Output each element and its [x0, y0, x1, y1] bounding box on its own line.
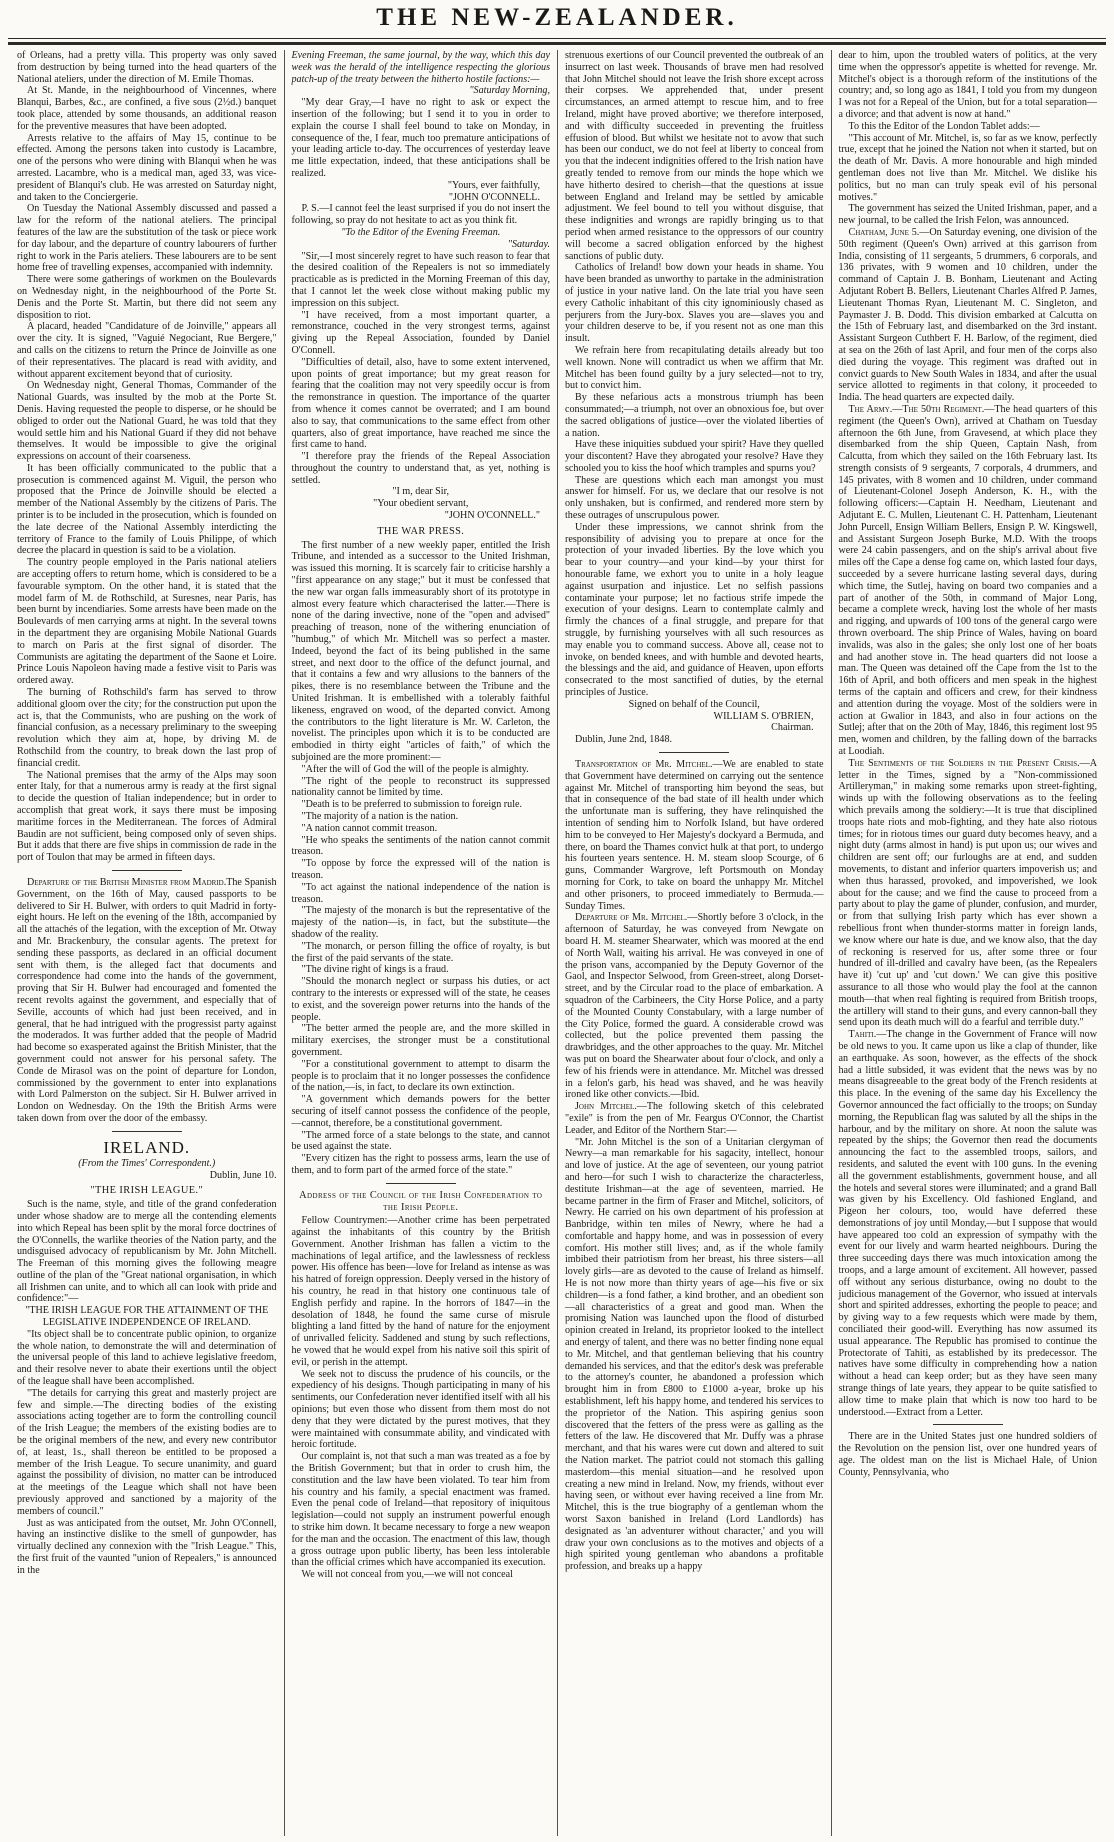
paragraph: "The details for carrying this great and masterly project are few and simple.—The directing bodies of the existing associations acting together are to form the controlling council of the Irish League; the members of the existing bodies are to be the original members of the new, and every new contributor of, at least, 1s., shall thereon be entitled to be proposed a member of the Irish League. To secure unanimity, and guard against the possibility of division, no matter can be introduced at the meetings of the League which shall not have been previously approved and sanctioned by a majority of the members of council."	[17, 1387, 277, 1517]
article-heading: THE WAR PRESS.	[377, 525, 465, 537]
paragraph: P. S.—I cannot feel the least surprised if you do not insert the following, so pray do not hesitate to act as you think fit.	[291, 203, 550, 227]
paragraph: Have these iniquities subdued your spirit? Have they quelled your discontent? Have they abrogated your resolve? Have they schooled you to kiss the hoof which tramples and spurns you?	[565, 439, 824, 474]
paragraph: It has been officially communicated to the public that a prosecution is commenced against M. Viguil, the person who proposed that the Prince de Joinville should be elected a member of the National Assembly by the citizens of Paris. The printer is to be included in the prosecution, which is founded on the late decree of the National Assembly interdicting the territory of France to the family of Louis Philippe, of which decree the placard in question is said to be a violation.	[17, 462, 277, 557]
paragraph: "I have received, from a most important quarter, a remonstrance, couched in the very strongest terms, against giving up the Repeal Association, founded by Daniel O'Connell.	[291, 309, 550, 356]
paragraph: "Its object shall be to concentrate public opinion, to organize the whole nation, to demonstrate the will and determination of the universal people of this land to achieve legislative freedom, and their resolve never to abate their exertions until the object of the league shall have been accomplished.	[17, 1328, 277, 1388]
paragraph: The first number of a new weekly paper, entitled the Irish Tribune, and intended as a successor to the United Irishman, was issued this morning. It is scarcely fair to criticise harshly a "first appearance on any stage;" but it must be confessed that the new war organ falls immeasurably short of its prototype in almost every feature which characterised the latter.—There is none of the daring invective, none of the "open and advised" preaching of treason, none of the withering enunciation of "humbug," of which Mr. Mitchell was so perfect a master. Indeed, beyond the fact of its being published in the same street, and next door to the office of the defunct journal, and that it contains a few and wry allusions to the banners of the pikes, there is no resemblance between the Tribune and the United Irishman. It is embellished with a tolerably faithful likeness, engraved on wood, of the departed convict. Among the contributors to the light literature is Mr. W. Carleton, the novelist. The principles upon which it is to be conducted are embodied in thirty eight "articles of faith," of which the subjoined are the more prominent:—	[291, 539, 550, 764]
paragraph: "My dear Gray,—I have no right to ask or expect the insertion of the following; but I send it to you in order to explain the course I shall feel bound to take on Monday, in consequence of the, I fear, much too premature anticipations of your leading article to-day. The occurrences of yesterday leave me little expectation, indeed, that these anticipations shall be realized.	[291, 97, 550, 179]
paragraph: On Wednesday night, General Thomas, Commander of the National Guards, was insulted by the mob at the Porte St. Denis. Having requested the people to disperse, or he should be obliged to order out the National Guard, he was told that they would settle him and his National Guard if they did not behave themselves. It would be impossible to give the original expressions on account of their coarseness.	[17, 380, 277, 463]
paragraph: Under these impressions, we cannot shrink from the responsibility of advising you to prepare at once for the protection of your invaded liberties. By the love which you bear to your country—and your kind—by your thirst for honourable fame, we exhort you to unite in a holy league against usurpation and injustice. Let no selfish passions contaminate your purpose; let no factious strife impede the execution of your designs. Learn to contemplate calmly and firmly the chances of a final struggle, and prepare for that struggle, by furnishing yourselves with all such resources as may enable you to command success. Above all, cease not to invoke, on bended knees, and with humble and devoted hearts, the blessings and the aid, and guidance of Heaven, upon efforts consecrated to the most sanctified of duties, by the eternal principles of Justice.	[565, 521, 824, 699]
paragraph: The burning of Rothschild's farm has served to throw additional gloom over the city; for the construction put upon the act is, that the Communists, who are pushing on the work of financial confusion, as a necessary preliminary to the sweeping revolution which they aim at, hope, by driving M. de Rothschild from the country, to break down the last prop of financial credit.	[17, 687, 277, 769]
paragraph: At St. Mande, in the neighbourhood of Vincennes, where Blanqui, Barbes, &c., are confined, a five sous (2½d.) banquet took place, attended by some thousands, an additional reason for the preventive measures that have been adopted.	[17, 85, 277, 132]
paragraph: "The better armed the people are, and the more skilled in military exercises, the stronger must be a constitutional government.	[291, 1023, 550, 1058]
paragraph: "He who speaks the sentiments of the nation cannot commit treason.	[291, 834, 550, 858]
dateline: Dublin, June 2nd, 1848.	[575, 734, 673, 746]
column-2	[284, 50, 558, 1836]
paragraph: The government has seized the United Irishman, paper, and a new journal, to be called the Irish Felon, was announced.	[838, 203, 1097, 227]
paragraph: "For a constitutional government to attempt to disarm the people is to proclaim that it no longer possesses the confidence of the nation,—is, in fact, to declare its own extinction.	[291, 1058, 550, 1094]
paragraph: Evening Freeman, the same journal, by the way, which this day week was the herald of the intelligence respecting the glorious patch-up of the treaty between the hitherto hostile factions:—	[291, 50, 550, 85]
paragraph: We will not conceal from you,—we will not conceal	[301, 1569, 513, 1581]
paragraph: "The monarch, or person filling the office of royalty, is but the first of the paid servants of the state.	[291, 940, 550, 964]
masthead-rule	[8, 38, 1106, 39]
article-body: —The following sketch of this celebrated "exile" is from the pen of Mr. Feargus O'Connor, the Chartist Leader, and Editor of the Northern Star:—	[565, 1101, 824, 1136]
letter-closing: "I m, dear Sir,	[392, 486, 450, 498]
article-title: The Army.—The 50th Regiment.	[848, 403, 985, 415]
letter-signature: "JOHN O'CONNELL."	[444, 510, 540, 522]
paragraph: "To act against the national independence of the nation is treason.	[291, 881, 550, 905]
paragraph: A placard, headed "Candidature of de Joinville," appears all over the city. It is signed, "Vaguié Negociant, Rue Bergere," and calls on the citizens to return the Prince de Joinville as one of their representatives. The placard is read with avidity, and without apparent excitement beyond that of curiosity.	[17, 321, 277, 380]
paragraph: The country people employed in the Paris national ateliers are accepting offers to return home, which is considered to be a favourable symptom. On the other hand, it is stated that the model farm of M. de Rothschild, at Suresnes, near Paris, has been burnt by incendiaries. Some arrests have been made on the Boulevards of men carrying arms at night. In the several towns in the department they are organising Mobile National Guards to march on Paris at the first signal of disorder. The Communists are agitating the department of the Saone et Loire. Prince Louis Napoleon having made a festive visit to Paris was ordered away.	[17, 557, 277, 687]
separator	[112, 870, 182, 871]
separator	[386, 1183, 456, 1184]
paragraph: "Sir,—I most sincerely regret to have such reason to fear that the desired coalition of the Repealers is not so immediately practicable as is predicted in the Morning Freeman of this day, that I cannot let the week close without making public my impression on this subject.	[291, 250, 550, 309]
paragraph: of Orleans, had a pretty villa. This property was only saved from destruction by being turned into the head quarters of the National ateliers, under the direction of M. Emile Thomas.	[17, 50, 277, 85]
article-title: Departure of the British Minister from Madrid.	[27, 876, 227, 888]
paragraph: Arrests relative to the affairs of May 15, continue to be effected. Among the persons taken into custody is Lacambre, one of the persons who were dining with Blanqui when he was arrested. Lacambre, who is a medical man, aged 33, was vice-president of Blanqui's club. He was arrested on Saturday night, and taken to the Conciergerie.	[17, 132, 277, 203]
paragraph: "Should the monarch neglect or surpass his duties, or act contrary to the interests or expressed will of the state, he ceases to exist, and the sovereign power returns into the hands of the people.	[291, 976, 550, 1023]
separator	[659, 752, 729, 753]
article-body: —The change in the Government of France will now be old news to you. It came upon us like a clap of thunder, like an earthquake. As soon, however, as the effects of the shock had a little subsided, it was evident that the news was by no means disagreeable to the great body of the French residents at this place. In the evening of the same day his Excellency the Governor announced the fact officially to the troops; on Sunday morning, the Republican flag was saluted by all the ships in the harbour, and by the military on shore. At noon the salute was repeated by the ships; the Governor then read the documents announcing the fact to the assembled troops, sailors, and residents, and saluted the event with 100 guns. In the evening all the government establishments, government house, and all the hotels and several stores were illuminated; and a grand Ball was given by his Excellency. Old fashioned England, and Pigeon her colours, too, would have deferred these demonstrations of joy until Monday,—but I suppose that would have appeared too cold an expression of sympathy with the event for our lively and warm hearted neighbours. During the three succeeding days there was much intoxication among the troops, and a large amount of excitement. All however, passed off without any serious disturbance, owing no doubt to the judicious management of the Governor, who issued at intervals short and spirited addresses, exhorting the people to peace; and by giving way to a few requests which were made by them, conciliated their good-will. Everything has now assumed its usual appearance. The Republic has promised to continue the Protectorate of Tahiti, as established by its predecessor. The natives have some difficulty in comprehending how a nation without a head can keep order; but as they have seen many strange things of late years, they appear to be quite satisfied to allow time to make plain that which is now too hard to be understood.—Extract from a Letter.	[838, 1029, 1097, 1418]
paragraph: These are questions which each man amongst you must answer for himself. For us, we declare that our resolve is not only unshaken, but is confirmed, and rendered more stern by these outrages of unscrupulous power.	[565, 474, 824, 522]
paragraph: "The armed force of a state belongs to the state, and cannot be used against the state.	[291, 1129, 550, 1153]
dateline: Dublin, June 10.	[209, 1169, 277, 1181]
letter-signature: "JOHN O'CONNELL.	[448, 191, 540, 203]
column-3	[557, 50, 831, 1836]
article-title: Departure of Mr. Mitchel.	[575, 912, 688, 924]
signature-line: Signed on behalf of the Council,	[628, 698, 760, 710]
article	[565, 759, 824, 912]
separator	[933, 1424, 1003, 1425]
paragraph: "To oppose by force the expressed will of the nation is treason.	[291, 858, 550, 881]
article-title: Tahiti.	[848, 1029, 877, 1041]
paragraph: "I therefore pray the friends of the Repeal Association throughout the country to understand that, as yet, nothing is settled.	[291, 451, 550, 486]
paragraph: "The divine right of kings is a fraud.	[301, 964, 449, 976]
paragraph: "This account of Mr. Mitchel, is, so far as we know, perfectly true, except that he joined the Nation not when it started, but on the death of Mr. Davis. A more honourable and high minded gentleman does not live than Mr. Mitchel. We dislike his politics, but no man can truly speak evil of his personal motives."	[838, 132, 1097, 203]
letter-dateline: "Saturday Morning,	[469, 85, 550, 97]
article-body: —Shortly before 3 o'clock, in the afternoon of Saturday, he was conveyed from Newgate on board H. M. steamer Shearwater, which was moored at the end of North Wall, waiting his arrival. He was conveyed in one of the prison vans, accompanied by the Deputy Governor of the Gaol, and Inspector Selwood, from Green-street, along Dorset-street, and by the Circular road to the place of embarkation. A squadron of the Carbineers, the City Horse Police, and a party of the Mounted County Constabulary, with a large number of the City Police, formed the guard. A considerable crowd was collected, but the police prevented them passing the drawbridges, and the other approaches to the quay. Mr. Mitchel was put on board the Shearwater about four o'clock, and only a few of his friends were in attendance. Mr. Mitchel was dressed in a felon's garb, his head was shaved, and he was heavily ironed like other convicts.—Ibid.	[565, 912, 824, 1101]
paragraph: There are in the United States just one hundred soldiers of the Revolution on the pension list, over one hundred years of age. The oldest man on the list is Michael Hale, of Union County, Pennsylvania, who	[838, 1431, 1097, 1478]
paragraph: "Every citizen has the right to possess arms, learn the use of them, and to form part of the armed force of the state."	[291, 1153, 550, 1176]
signature-name: WILLIAM S. O'BRIEN,	[713, 710, 814, 722]
column-1	[10, 50, 284, 1836]
paragraph: "After the will of God the will of the people is almighty.	[301, 763, 529, 775]
paragraph: The National premises that the army of the Alps may soon enter Italy, for that a numerous army is ready at the first signal to decide the question of Italian independence; but in order to accomplish that great work, it says there must be imposing maritime forces in the Mediterranean. The forces of Admiral Baudin are not sufficient, being composed only of seven ships. But it adds that there are five ships in commission de rade in the port of Toulon that may be armed in fifteen days.	[17, 769, 277, 864]
page-columns	[10, 50, 1104, 1836]
article	[839, 758, 1098, 1029]
paragraph: "Mr. John Mitchel is the son of a Unitarian clergyman of Newry—a man remarkable for his sagacity, intellect, honour and love of justice. At the age of seventeen, our young patriot and hero—for such I wish to characterize the characterless, destitute Irishman—at the age of seventeen, married. He became partner in the firm of Fraser and Mitchel, solicitors, of Newry. He carried on his own department of his profession at Banbridge, within ten miles of Newry, where he had a comfortable and happy home, and was in possession of every comfort. His mother still lives; and, as if the whole family imbibed their patriotism from her breast, his three sisters—all lovely girls—are as devoted to the cause of Ireland as himself. He is not now more than thirty years of age—his five or six children—is a fond father, a kind brother, and an obedient son—all characteristics of a great and good man. When the promising Nation was launched upon the flood of disturbed opinion created in Ireland, its proprietor looked to the intellect and energy of talent, and there was no better finding none equal to Mr. Mitchel, and that gentleman believing that his country demanded his services, and that the editor's desk was preferable to the attorney's counter, he abandoned a profession which brought him in from £800 to £1000 a-year, broke up his establishment, left his happy home, and tendered his services to the proprietor of the Nation. This aspiring genius soon discovered that the fetters of the press were as galling as the fetters of the law. He discovered that Mr. Duffy was a phrase merchant, and that his wares were cut down and altered to suit the Nation market. The patriot could not stomach this galling masterdom—this menial situation—and he resolved upon creating a new mind in Ireland. Now, my friends, without ever having seen, or without ever having received a line from Mr. Mitchel, this is the true biography of a gentleman whom the worst Saxon banished in Ireland (Lord Landlords) has designated as 'an adventurer without character,' and you will draw your own conclusions as to the motives and objects of a high spirited young gentleman who abandons a profitable profession, and breaks up a happy	[565, 1136, 824, 1573]
article-body: —We are enabled to state that Government have determined on carrying out the sentence against Mr. Mitchel of transporting him beyond the seas, but that in consequence of the bad state of ill health under which the unfortunate man is suffering, they have relinquished the intention of sending him to Norfolk Island, but have ordered him to be conveyed to Her Majesty's dockyard a Bermuda, and there, on board the Thames convict hulk at that port, to undergo his fourteen years sentence. H. M. steam sloop Scourge, of 6 guns, Commander Wargrove, left Portsmouth on Monday morning for Cork, to take on board the unhappy Mr. Mitchel and other prisoners, to proceed immediately to Bermuda.—Sunday Times.	[565, 759, 824, 912]
paragraph: We seek not to discuss the prudence of his councils, or the expediency of his designs. Though participating in many of his sentiments, our Confederation never identified itself with all his opinions; but even those who dissent from them most do not deny that they were dictated by the purest motives, that they were maintained with consummate ability, and vindicated with heroic fortitude.	[291, 1368, 550, 1451]
article-heading: "THE IRISH LEAGUE."	[90, 1185, 204, 1197]
masthead: THE NEW-ZEALANDER.	[376, 4, 738, 31]
section-heading-ireland: IRELAND.	[103, 1137, 191, 1157]
article-body: The Spanish Government, on the 16th of May, caused passports to be delivered to Sir H. Bulwer, with orders to quit Madrid in forty-eight hours. He left on the evening of the 18th, accompanied by all the attachés of the legation, with the exception of Mr. Otway and Mr. Brackenbury, the consular agents. The pretext for sending these passports, as declared in an official document sent with them, is the alleged fact that documents and correspondence had come into the hands of the government, proving that Sir H. Bulwer had encouraged and fomented the recent revolts against the government, and especially that of Seville, accounts of which had just been received, and in general, that he had intrigued with the progressist party against the moderados. It was further added that the people of Madrid had become so exasperated against the British Minister, that the government could not answer for his personal safety. The Conde de Mirasol was on the point of departure for London, commissioned by the government to enter into explanations with Lord Palmerston on the subject. Sir H. Bulwer arrived in London on Wednesday. On the 19th the British Arms were taken down from over the door of the embassy.	[17, 876, 277, 1124]
article-heading: Address of the Council of the Irish Confederation to the Irish People.	[299, 1189, 543, 1213]
paragraph: "Death is to be preferred to submission to foreign rule.	[301, 799, 523, 811]
article-title: Transportation of Mr. Mitchel.	[575, 759, 713, 771]
paragraph: We refrain here from recapitulating details already but too well known. None will contradict us when we affirm that Mr. Mitchel has been found guilty by a jury selected—not to try, but to convict him.	[565, 344, 824, 392]
letter-heading: "To the Editor of the Evening Freeman.	[341, 226, 501, 238]
paragraph: "THE IRISH LEAGUE FOR THE ATTAINMENT OF THE LEGISLATIVE INDEPENDENCE OF IRELAND.	[25, 1305, 269, 1329]
paragraph: There were some gatherings of workmen on the Boulevards on Wednesday night, in the neighbourhood of the Porte St. Denis and the Porte St. Martin, but there did not seem any disposition to riot.	[17, 274, 277, 321]
letter-dateline: "Saturday.	[507, 238, 550, 250]
letter-closing: "Yours, ever faithfully,	[447, 179, 540, 191]
masthead-rule-thick	[8, 42, 1106, 45]
article-title: Chatham, June 5.	[848, 226, 920, 238]
article-body: —A letter in the Times, signed by a "Non-commissioned Artilleryman," in making some remarks upon street-fighting, winds up with the following observations as to the feeling which prevails among the soldiery:—It is true that disciplined troops hate riots and mob-fighting, and they hate also riotous times; for in riotous times our guard duty becomes heavy, and a night duty (arms almost in hand) is put upon us; our wives and children are sent off; our furloughs are at end, and sudden movements, to distant and inferior quarters impoverish us; and when thus harassed, provoked, and impoverished, we look about for the cause; and we find the cause to proceed from a party about to play the game of plunder, confusion, and murder, or from that sullying Irish party which has ever shown a rebellious front when thunder-storms matter in foreign lands, we know where our hate is due, and we know also, that the day of reckoning is reserved for us, after some three or four hundred of ill-drilled and cavalry have been, (as the Repealers have it) 'cut up' and 'cut down.' We can give this positive assurance to all those who would play the fool at the cannon mouth—that when real fighting is required from British troops, the artillery will stand to their guns, and every cannon-ball they send upon its death much will do a fearful and terrible duty."	[838, 757, 1097, 1029]
article	[565, 912, 824, 1101]
paragraph: To this the Editor of the London Tablet adds:—	[848, 120, 1040, 132]
article	[17, 877, 277, 1125]
article	[565, 1101, 824, 1136]
article-title: John Mitchel.	[575, 1101, 637, 1113]
article	[839, 404, 1098, 758]
column-4	[831, 50, 1105, 1836]
section-subheading: (From the Times' Correspondent.)	[78, 1157, 216, 1169]
paragraph: Fellow Countrymen:—Another crime has been perpetrated against the inhabitants of this country by the British Government. Another Irishman has fallen a victim to the machinations of legal artifice, and the lawlessness of reckless power. His offence has been—love for Ireland as intense as was his hatred of foreign oppression. Deeply versed in the history of his country, he read in that history one continuous tale of English perfidy and rapine. In the horrors of 1847—in the desolation of 1848, he found the same curse of misrule blighting a land fitted by the hand of nature for the enjoyment of unrivalled felicity. Saddened and stung by such reflections, he vowed that he would expel from his native soil this spirit of evil, or perish in the attempt.	[291, 1215, 550, 1368]
paragraph: "The majesty of the monarch is but the representative of the majesty of the nation—is, in fact, but the substitute—the shadow of the reality.	[291, 905, 550, 940]
separator	[112, 1131, 182, 1132]
letter-closing: "Your obedient servant,	[373, 498, 469, 510]
paragraph: dear to him, upon the troubled waters of politics, at the very time when the oppressor's appetite is whetted for revenge. Mr. Mitchel's object is a thorough reform of the institutions of the country; and, so long ago as 1841, I told you from my dungeon I was not for a Repeal of the Union, but for a total separation—a divorce; and that advent is now at hand."	[838, 50, 1097, 120]
paragraph: Our complaint is, not that such a man was treated as a foe by the British Government; but that in order to crush him, the constitution and the law have been violated. To tear him from his country and his family, a special enactment was framed. Even the penal code of Ireland—that repository of iniquitous legislation—could not supply an instrument powerful enough to strike him down. It became necessary to forge a new weapon for the man and the occasion. The enactment of this law, though a gross outrage upon public liberty, has been less intolerable than the official crimes which have accompanied its execution.	[291, 1451, 550, 1569]
signature-title: Chairman.	[771, 722, 814, 734]
paragraph: "A government which demands powers for the better securing of itself cannot possess the confidence of the people,—cannot, therefore, be a constitutional government.	[291, 1094, 550, 1129]
paragraph: Catholics of Ireland! bow down your heads in shame. You have been branded as unworthy to partake in the administration of justice in your native land. On the late trial you have seen every Catholic inhabitant of this city ignominiously chased as perjurers from the Jury-box. Slaves you are—slaves you and your children deserve to be, if you resent not as one man this insult.	[565, 262, 824, 345]
paragraph: "The majority of a nation is the nation.	[301, 811, 459, 822]
paragraph: "Difficulties of detail, also, have to some extent intervened, upon points of great importance; but my great reason for fearing that the coalition may not very speedily occur is from the remonstrance in question. The importance of the quarter from whence it comes cannot be overrated; and I am bound also to say, that communications to the same effect from other quarters, also of great importance, have reached me since the first came to hand.	[291, 356, 550, 451]
paragraph: strenuous exertions of our Council prevented the outbreak of an insurrect on last week. Thousands of brave men had resolved that John Mitchel should not leave the Irish shore except across their corpses. We apprehended that, under present circumstances, an armed attempt to rescue him, and to free Ireland, might have proved abortive; we therefore interposed, and with difficulty succeeded in preventing the fruitless effusion of blood. But whilst we hesitate not to avow that such has been our conduct, we do not feel at liberty to conceal from you that the indecent indignities offered to the Irish nation have greatly tended to remove from our minds the hope which we have hitherto desired to cherish—that the questions at issue between England and Ireland may be settled by amicable adjustment. We feel bound to tell you without disguise, that these indignities and wrongs are rapidly bringing us to that period when armed resistance to the oppressors of our country will become a sacred obligation enforced by the highest sanctions of public duty.	[565, 50, 824, 262]
paragraph: "The right of the people to reconstruct its suppressed nationality cannot be limited by time.	[291, 775, 550, 799]
article-body: —The head quarters of this regiment (the Queen's Own), arrived at Chatham on Tuesday afternoon the 6th June, from Gravesend, at which place they disembarked from the ship Queen, Captain Nash, from Calcutta, from which they sailed on the 16th February last. Its strength consists of 9 sergeants, 7 corporals, 4 drummers, and 145 privates, with 8 women and 10 children, under command of Lieutenant-Colonel Joseph Anderson, K. H., with the following officers:—Captain H. Needham, Lieutenant and Adjutant E. C. Mullen, Lieutenant C. H. Pattenham, Lieutenant John Purcell, Ensign William Bellers, Ensign P. W. Kingswell, and Assistant Surgeon Joseph Burke, M.D. With the troops were 24 cabin passengers, and on the ship's arrival about five miles off the Cape a dense fog came on, which lasted four days, succeeded by a severe hurricane lasting several days, during which time, the Sutlej, having on board two companies and a part of another of the 50th, in command of Major Long, became a complete wreck, having lost the whole of her masts and rigging, and upwards of 100 tons of the general cargo were thrown overboard. The ship Prince of Wales, having on board invalids, was also in the gales; she only lost one of her boats and had another stove in. The head quarters did not loose a man. The Queen was detained off the Cape from the 1st to the 16th of April, and both officers and men speak in the highest terms of the captain and officers and crew, for their kindness and attention during the voyage. Most of the soldiers were in action at Gwalior in 1843, and also in four actions on the Sutlej; after that on the 20th of May, 1846, this regiment lost 95 men, women and children, by the falling down of the barracks at Loodiah.	[838, 403, 1097, 758]
article	[839, 1029, 1098, 1418]
article	[839, 227, 1098, 404]
paragraph: Such is the name, style, and title of the grand confederation under whose shadow are to merge all the contending elements into which Repeal has been split by the moral force doctrines of the O'Connells, the warlike theories of the Nation party, and the undisguised advocacy of republicanism by Mr. John Mitchell. The Freeman of this morning gives the following meagre outline of the plan of the "Great national organisation, in which all Irishmen can unite, and to which all can look with pride and confidence:"—	[17, 1199, 277, 1305]
article-body: —On Saturday evening, one division of the 50th regiment (Queen's Own) arrived at this garrison from India, consisting of 11 sergeants, 5 drummers, 6 corporals, and 136 privates, with 9 women and 10 children, under the command of Captain J. B. Bonham, Lieutenant and Acting Adjutant Robert B. Bellers, Lieutenant Charles Alfred P. James, Lieutenant Thomas Ryan, Lieutenant M. C. Singleton, and Paymaster J. B. Dodd. This division embarked at Calcutta on the 15th of February last, and disembarked on the 3rd instant. Assistant Surgeon Cuthbert F. H. Barlow, of the regiment, died at sea on the 26th of last April, and four men of the corps also died during the voyage. This regiment was drafted out in convict guards to New South Wales in 1834, and after the usual service allotted to regiments in that colony, it proceeded to India. The head quarters are expected daily.	[838, 226, 1097, 404]
paragraph: "A nation cannot commit treason.	[301, 822, 438, 834]
paragraph: By these nefarious acts a monstrous triumph has been consummated;—a triumph, not over an obnoxious foe, but over the sacred obligations of justice—over the violated liberties of a nation.	[565, 392, 824, 439]
paragraph: On Tuesday the National Assembly discussed and passed a law for the reform of the national ateliers. The principal features of the law are the substitution of the task or piece work for day labour, and the departure of country labourers of further right to work in the Paris ateliers. These labourers are to be sent home free of travelling expenses, accompanied with indemnity.	[17, 203, 277, 274]
paragraph: Just as was anticipated from the outset, Mr. John O'Connell, having an instinctive dislike to the smell of gunpowder, has virtually declined any connexion with the "Irish League." This, the first fruit of the vaunted "union of Repealers," is announced in the	[17, 1517, 277, 1576]
article-title: The Sentiments of the Soldiers in the Present Crisis.	[848, 757, 1080, 769]
